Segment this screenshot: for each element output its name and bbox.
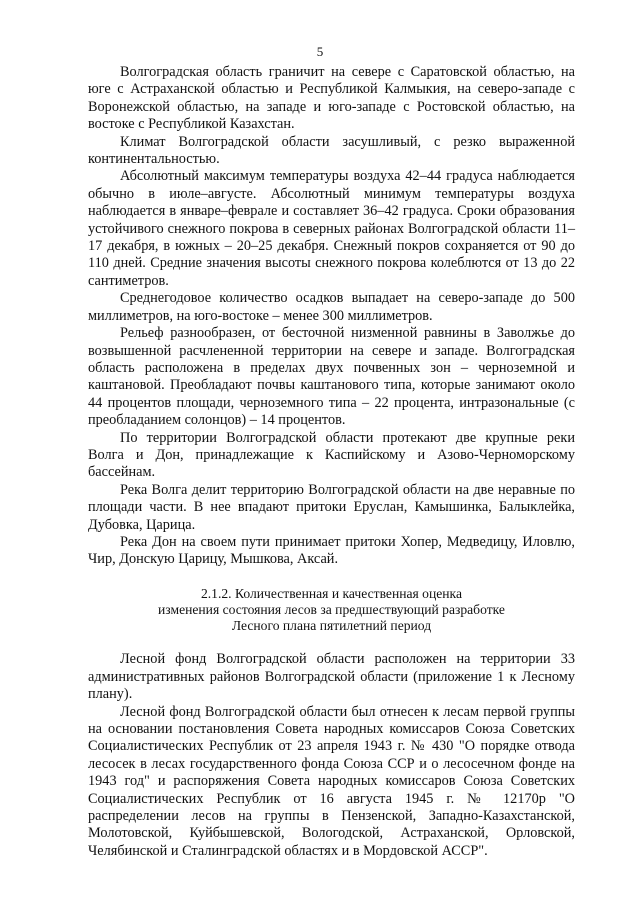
page-number: 5 xyxy=(316,44,324,59)
paragraph-relief-soils: Рельеф разнообразен, от бесточной низменной равнины в Заволжье до возвышенной расчлененной территории на севере и западе. Волгоградская область расположена в пределах двух почвенных зон – черноземной и каштановой. Преобладают почвы каштанового типа, которые занимают около 44 процентов площади, черноземного типа – 22 процента, интразональные (с преобладанием солонцов) – 14 процентов. xyxy=(88,325,575,429)
paragraph-don: Река Дон на своем пути принимает притоки Хопер, Медведицу, Иловлю, Чир, Донскую Царицу, Мышкова, Аксай. xyxy=(88,533,575,568)
paragraph-temperature: Абсолютный максимум температуры воздуха 42–44 градуса наблюдается обычно в июле–августе. Абсолютный минимум температуры воздуха наблюдается в январе–феврале и составляет 36–42 градуса. Сроки образования устойчивого снежного покрова в северных районах Волгоградской области 11–17 декабря, в южных – 20–25 декабря. Снежный покров сохраняется от 90 до 110 дней. Средние значения высоты снежного покрова колеблются от 13 до 22 сантиметров. xyxy=(88,168,575,289)
paragraph-forest-group: Лесной фонд Волгоградской области был отнесен к лесам первой группы на основании постановления Совета народных комиссаров Союза Советских Социалистических Республик от 23 апреля 1943 г. № 430 "О порядке отвода лесосек в лесах государственного фонда Союза ССР и о лесосечном фонде на 1943 год" и распоряжения Совета народных комиссаров Союза Советских Социалистических Республик от 16 августа 1945 г. № 12170р "О распределении лесов на группы в Пензенской, Западно-Казахстанской, Молотовской, Куйбышевской, Вологодской, Астраханской, Орловской, Челябинской и Сталинградской областях и в Мордовской АССР". xyxy=(88,703,575,859)
paragraph-volga: Река Волга делит территорию Волгоградской области на две неравные по площади части. В нее впадают притоки Еруслан, Камышинка, Балыклейка, Дубовка, Царица. xyxy=(88,481,575,533)
paragraph-forest-fund: Лесной фонд Волгоградской области расположен на территории 33 административных районов Волгоградской области (приложение 1 к Лесному плану). xyxy=(88,651,575,703)
section-heading-line: изменения состояния лесов за предшествующий разработке xyxy=(158,601,505,617)
paragraph-climate: Климат Волгоградской области засушливый, с резко выраженной континентальностью. xyxy=(88,133,575,168)
section-heading-line: Лесного плана пятилетний период xyxy=(231,618,432,634)
document-body xyxy=(88,64,575,860)
paragraph-precipitation: Среднегодовое количество осадков выпадает на северо-западе до 500 миллиметров, на юго-востоке – менее 300 миллиметров. xyxy=(88,290,575,324)
paragraph-borders: Волгоградская область граничит на севере с Саратовской областью, на юге с Астраханской областью и Республикой Калмыкия, на северо-западе с Воронежской областью, на западе и юго-западе с Ростовской областью, на востоке с Республикой Казахстан. xyxy=(88,64,575,133)
paragraph-rivers: По территории Волгоградской области протекают две крупные реки Волга и Дон, принадлежащие к Каспийскому и Азово-Черноморскому бассейнам. xyxy=(88,429,575,481)
section-heading-line: 2.1.2. Количественная и качественная оценка xyxy=(200,585,462,601)
section-heading xyxy=(88,586,575,635)
